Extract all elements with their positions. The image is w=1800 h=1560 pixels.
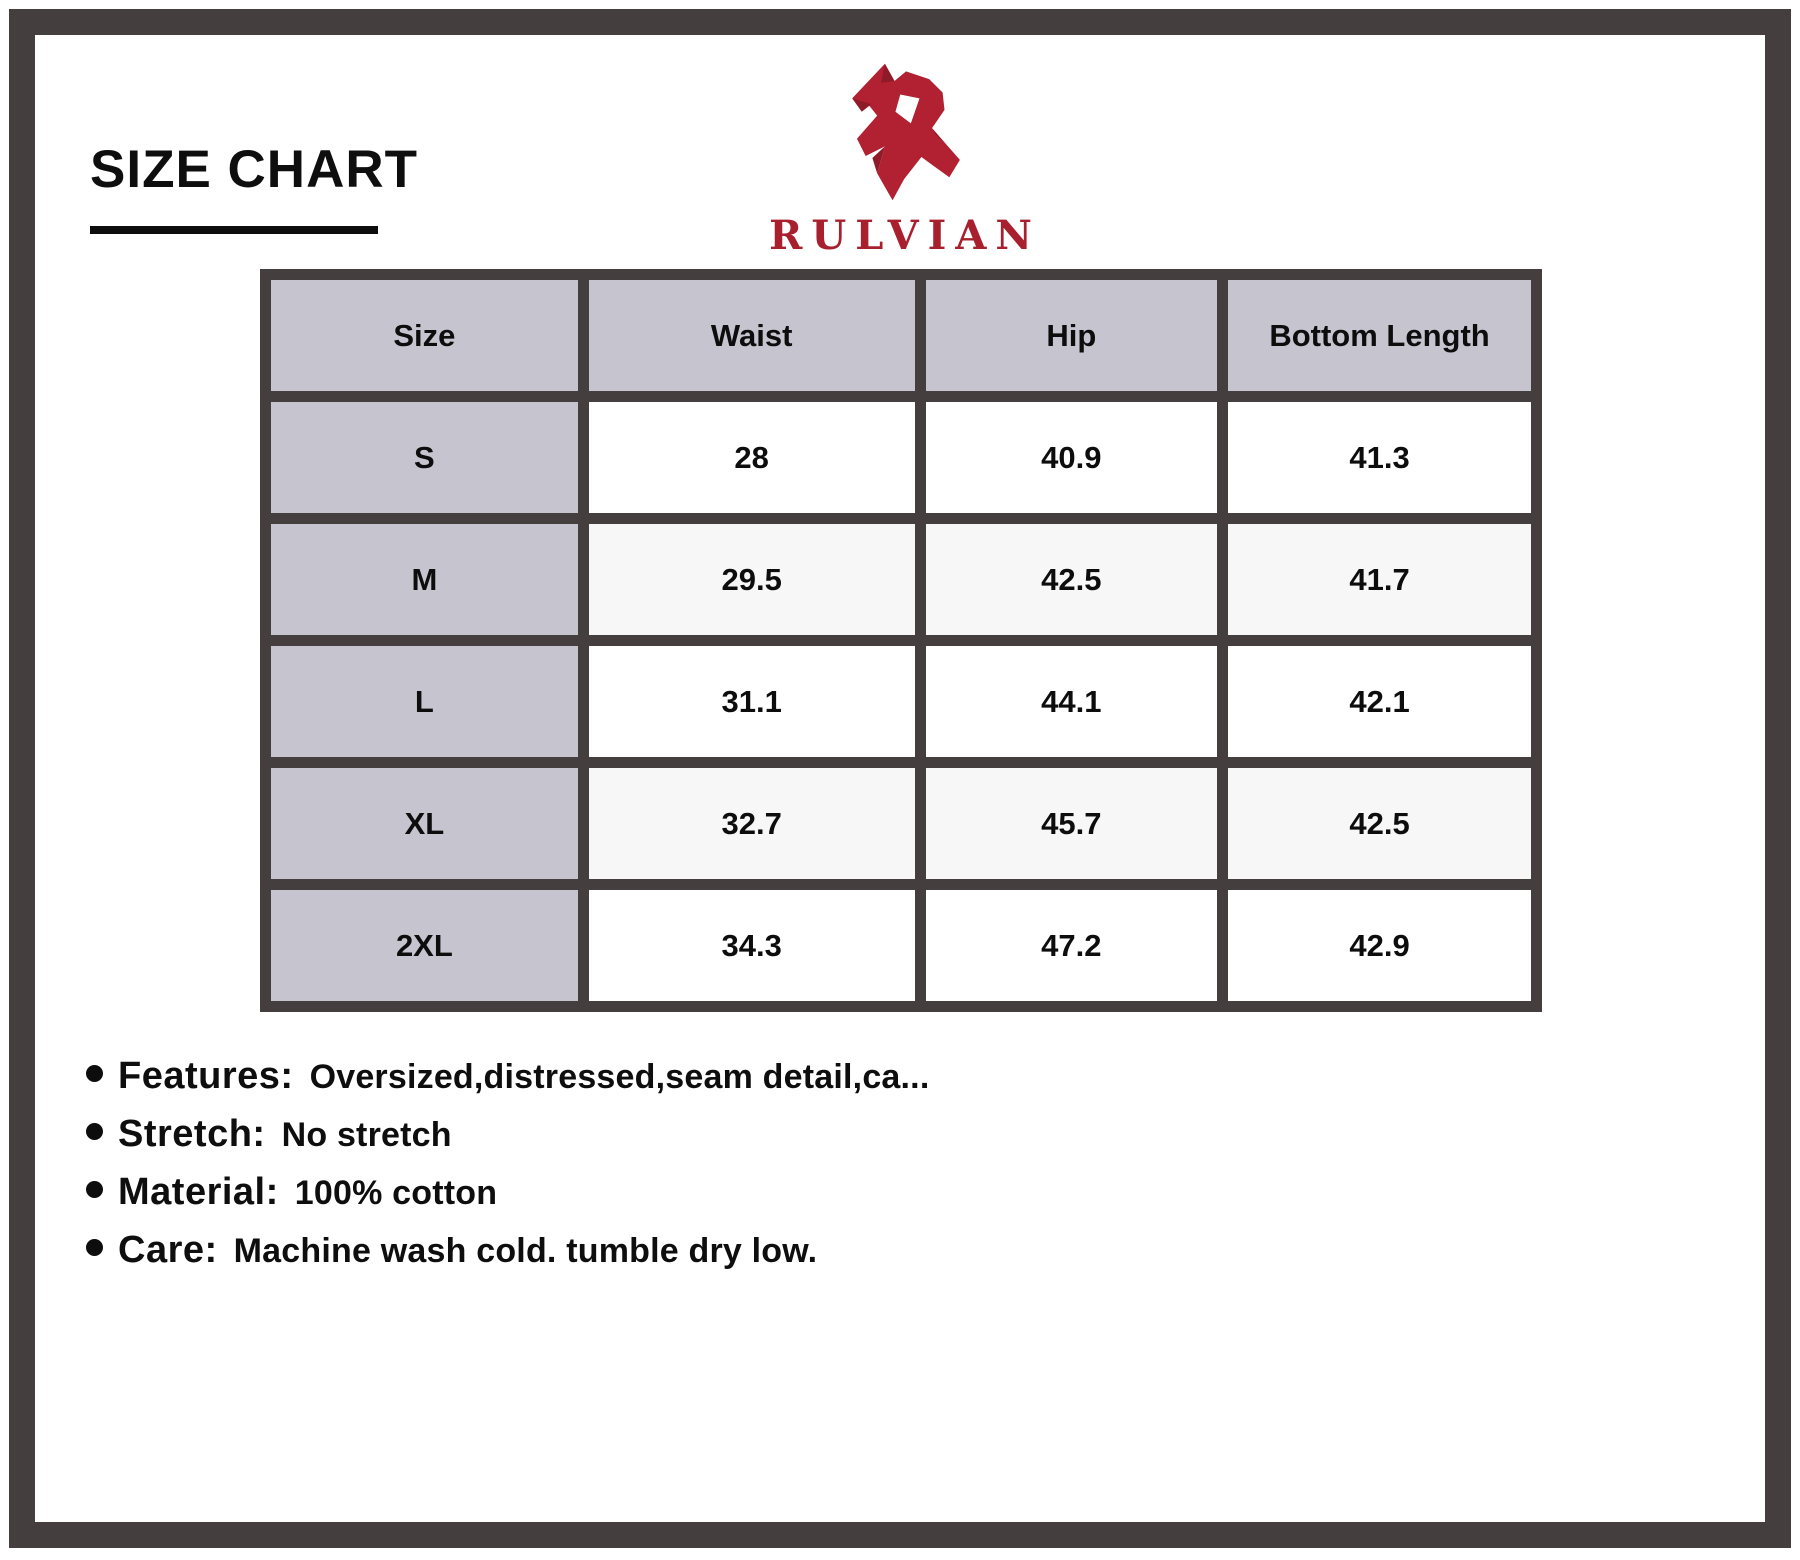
list-item bbox=[86, 1172, 929, 1213]
bullet-icon bbox=[86, 1181, 103, 1198]
bottom-length-cell: 41.3 bbox=[1223, 397, 1537, 519]
list-item bbox=[86, 1114, 929, 1155]
table-row bbox=[266, 641, 1537, 763]
list-item bbox=[86, 1230, 929, 1271]
brand-wordmark: RULVIAN bbox=[769, 212, 1041, 259]
detail-value: No stretch bbox=[281, 1116, 452, 1154]
waist-cell: 31.1 bbox=[583, 641, 920, 763]
size-cell: XL bbox=[266, 763, 584, 885]
bullet-icon bbox=[86, 1239, 103, 1256]
brand-block bbox=[769, 56, 1041, 259]
header-bottom-length: Bottom Length bbox=[1223, 275, 1537, 397]
detail-value: 100% cotton bbox=[294, 1174, 498, 1212]
waist-cell: 28 bbox=[583, 397, 920, 519]
hip-cell: 40.9 bbox=[920, 397, 1222, 519]
header-hip: Hip bbox=[920, 275, 1222, 397]
bottom-length-cell: 42.1 bbox=[1223, 641, 1537, 763]
detail-value: Machine wash cold. tumble dry low. bbox=[233, 1232, 818, 1270]
bullet-icon bbox=[86, 1065, 103, 1082]
hip-cell: 47.2 bbox=[920, 885, 1222, 1007]
size-cell: S bbox=[266, 397, 584, 519]
detail-label: Stretch: bbox=[118, 1113, 266, 1155]
header-waist: Waist bbox=[583, 275, 920, 397]
bottom-length-cell: 42.9 bbox=[1223, 885, 1537, 1007]
page-title: SIZE CHART bbox=[90, 140, 418, 199]
size-cell: M bbox=[266, 519, 584, 641]
detail-label: Features: bbox=[118, 1055, 294, 1097]
size-table bbox=[260, 269, 1542, 1012]
list-item bbox=[86, 1056, 929, 1097]
hip-cell: 42.5 bbox=[920, 519, 1222, 641]
size-cell: 2XL bbox=[266, 885, 584, 1007]
waist-cell: 32.7 bbox=[583, 763, 920, 885]
waist-cell: 34.3 bbox=[583, 885, 920, 1007]
table-row bbox=[266, 397, 1537, 519]
size-cell: L bbox=[266, 641, 584, 763]
waist-cell: 29.5 bbox=[583, 519, 920, 641]
detail-label: Material: bbox=[118, 1171, 279, 1213]
header-size: Size bbox=[266, 275, 584, 397]
table-row bbox=[266, 763, 1537, 885]
table-row bbox=[266, 885, 1537, 1007]
product-details-list bbox=[86, 1056, 929, 1271]
table-header-row bbox=[266, 275, 1537, 397]
hip-cell: 44.1 bbox=[920, 641, 1222, 763]
detail-value: Oversized,distressed,seam detail,ca... bbox=[309, 1058, 930, 1096]
bottom-length-cell: 41.7 bbox=[1223, 519, 1537, 641]
hip-cell: 45.7 bbox=[920, 763, 1222, 885]
bottom-length-cell: 42.5 bbox=[1223, 763, 1537, 885]
title-underline bbox=[90, 226, 378, 234]
bullet-icon bbox=[86, 1123, 103, 1140]
detail-label: Care: bbox=[118, 1229, 218, 1271]
brand-logo-r-icon bbox=[842, 56, 968, 208]
table-row bbox=[266, 519, 1537, 641]
